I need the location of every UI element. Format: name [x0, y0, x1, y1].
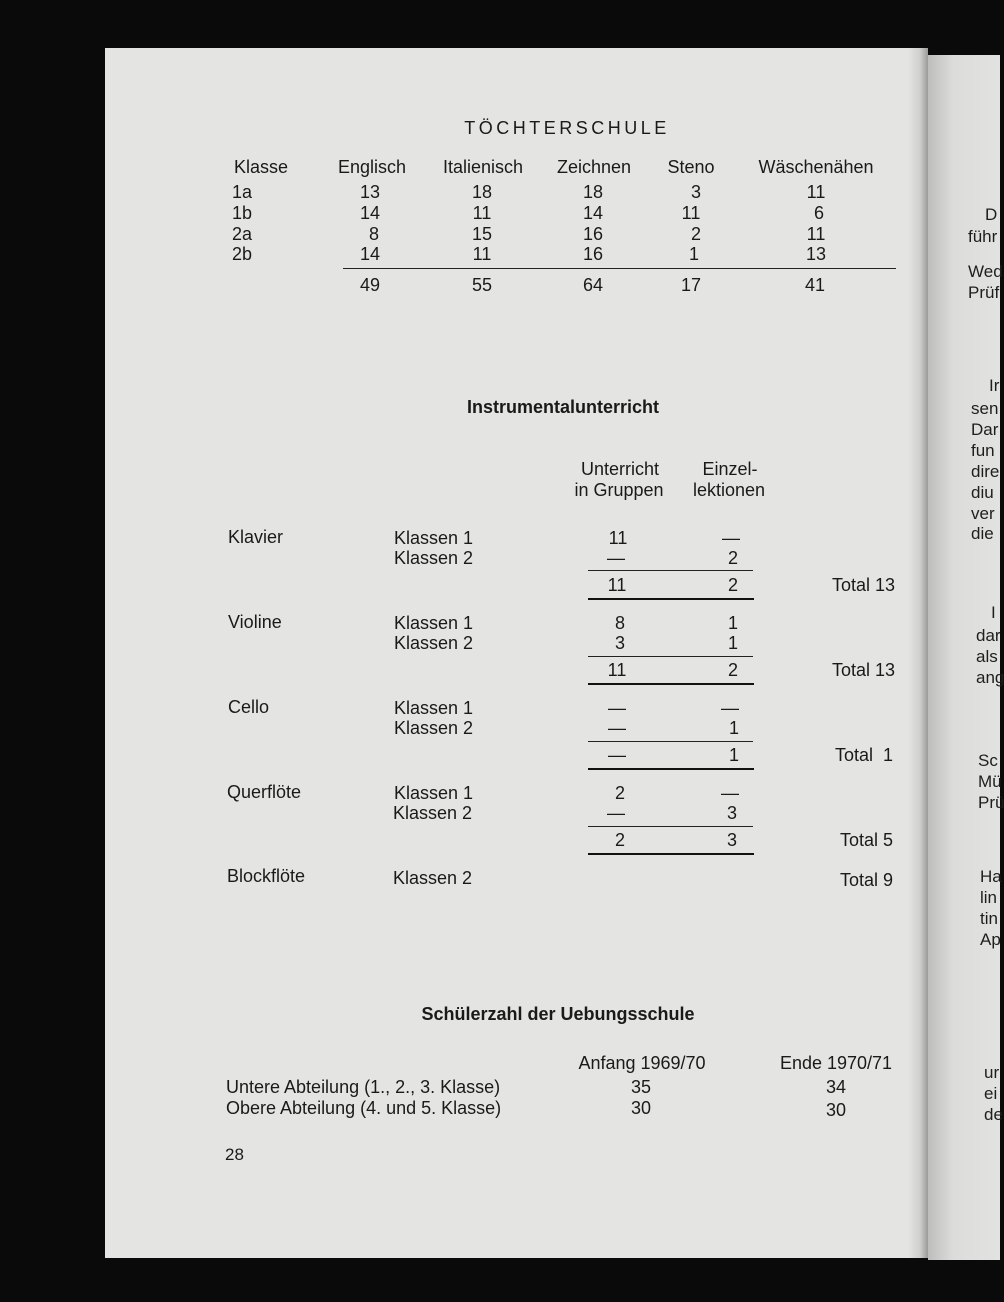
cell-englisch: 14	[359, 203, 381, 223]
cell-waeschenaehen: 11	[806, 182, 826, 202]
cell-gruppen: —	[607, 548, 625, 568]
cell-einzel: 1	[727, 633, 739, 653]
sum-gruppen: 11	[607, 575, 627, 595]
row-label: Klassen 2	[394, 718, 474, 738]
cell-englisch: 14	[359, 244, 381, 264]
total-steno: 17	[680, 275, 702, 295]
facing-fragment: diu	[971, 483, 994, 502]
sum-gruppen: 2	[614, 830, 626, 850]
facing-fragment: sen	[971, 399, 999, 418]
row-label: Untere Abteilung (1., 2., 3. Klasse)	[226, 1077, 501, 1097]
header-steno: Steno	[667, 157, 715, 177]
instrument-name: Klavier	[228, 527, 284, 547]
instrument-name: Blockflöte	[227, 866, 306, 886]
group-total: Total 13	[831, 575, 895, 595]
toechterschule-title: TÖCHTERSCHULE	[464, 118, 670, 138]
cell-zeichnen: 16	[582, 244, 604, 264]
cell-englisch: 13	[359, 182, 381, 202]
facing-fragment: Ir	[989, 376, 1000, 395]
facing-fragment: lin	[980, 888, 998, 907]
header-italienisch: Italienisch	[442, 157, 524, 177]
cell-gruppen: 11	[608, 528, 628, 548]
instrument-name: Cello	[228, 697, 270, 717]
row-label: Obere Abteilung (4. und 5. Klasse)	[226, 1098, 502, 1118]
instrument-name: Violine	[228, 612, 282, 632]
cell-klasse: 1a	[232, 182, 253, 202]
cell-steno: 2	[690, 224, 702, 244]
cell-klasse: 2a	[232, 224, 253, 244]
facing-fragment: führ	[968, 227, 998, 246]
cell-einzel: —	[721, 698, 739, 718]
cell-anfang: 35	[630, 1077, 652, 1097]
facing-fragment: die	[971, 524, 994, 543]
sum-rule	[588, 656, 753, 657]
cell-italienisch: 15	[471, 224, 493, 244]
cell-einzel: —	[722, 528, 740, 548]
facing-fragment: I	[991, 603, 996, 622]
facing-fragment: de	[984, 1105, 1003, 1124]
cell-ende: 34	[825, 1077, 847, 1097]
total-englisch: 49	[359, 275, 381, 295]
facing-fragment: tin	[980, 909, 998, 928]
instrument-name: Querflöte	[227, 782, 302, 802]
cell-gruppen: 2	[614, 783, 626, 803]
totals-rule	[343, 268, 896, 269]
sum-gruppen: 11	[607, 660, 627, 680]
facing-fragment: D	[985, 205, 998, 224]
facing-fragment: ei	[984, 1084, 998, 1103]
cell-gruppen: 3	[614, 633, 626, 653]
header-englisch: Englisch	[337, 157, 407, 177]
facing-fragment: Dar	[971, 420, 999, 439]
header-gruppen-line1: Unterricht	[580, 459, 660, 479]
header-anfang: Anfang 1969/70	[578, 1053, 706, 1073]
total-italienisch: 55	[471, 275, 493, 295]
facing-fragment: Prüf	[968, 283, 1000, 302]
cell-anfang: 30	[630, 1098, 652, 1118]
row-label: Klassen 2	[394, 548, 474, 568]
total-zeichnen: 64	[582, 275, 604, 295]
row-label: Klassen 2	[393, 868, 473, 888]
facing-fragment: ver	[971, 504, 995, 523]
header-klasse: Klasse	[234, 157, 289, 177]
cell-einzel: —	[721, 783, 739, 803]
header-ende: Ende 1970/71	[779, 1053, 893, 1073]
facing-fragment: dire	[971, 462, 1000, 481]
row-label: Klassen 1	[394, 528, 474, 548]
cell-waeschenaehen: 6	[813, 203, 825, 223]
cell-gruppen: 8	[614, 613, 626, 633]
cell-zeichnen: 16	[582, 224, 604, 244]
cell-waeschenaehen: 13	[805, 244, 827, 264]
cell-gruppen: —	[608, 718, 626, 738]
group-total: Total 13	[831, 660, 895, 680]
cell-italienisch: 11	[472, 244, 492, 264]
facing-fragment: ang	[976, 668, 1004, 687]
cell-italienisch: 18	[471, 182, 493, 202]
cell-englisch: 8	[368, 224, 380, 244]
group-total: Total 5	[839, 830, 893, 850]
cell-zeichnen: 18	[582, 182, 604, 202]
row-label: Klassen 2	[393, 803, 473, 823]
cell-klasse: 1b	[232, 203, 253, 223]
facing-page	[928, 55, 1004, 1260]
page-number: 28	[225, 1145, 244, 1164]
row-label: Klassen 2	[394, 633, 474, 653]
facing-fragment: fun	[971, 441, 995, 460]
facing-fragment: Mü	[978, 772, 1002, 791]
double-rule	[588, 683, 754, 685]
group-total: Total 1	[834, 745, 893, 765]
facing-fragment: dar	[976, 626, 1001, 645]
row-label: Klassen 1	[394, 698, 474, 718]
sum-rule	[588, 741, 753, 742]
facing-fragment: ur	[984, 1063, 1000, 1082]
cell-italienisch: 11	[472, 203, 492, 223]
cell-steno: 1	[688, 244, 700, 264]
total-waeschenaehen: 41	[804, 275, 826, 295]
sum-einzel: 2	[727, 575, 739, 595]
cell-ende: 30	[825, 1100, 847, 1120]
cell-steno: 3	[690, 182, 702, 202]
uebungsschule-title: Schülerzahl der Uebungsschule	[421, 1004, 695, 1024]
header-einzel-line1: Einzel-	[702, 459, 758, 479]
cell-gruppen: —	[608, 698, 626, 718]
sum-einzel: 3	[726, 830, 738, 850]
facing-fragment: Wed	[968, 262, 1003, 281]
cell-einzel: 2	[727, 548, 739, 568]
cell-steno: 11	[681, 203, 701, 223]
double-rule	[588, 768, 754, 770]
row-label: Klassen 1	[394, 783, 474, 803]
facing-fragment: Prü	[978, 793, 1004, 812]
facing-fragment: Ap	[980, 930, 1001, 949]
cell-gruppen: —	[607, 803, 625, 823]
sum-gruppen: —	[608, 745, 626, 765]
cell-klasse: 2b	[232, 244, 253, 264]
header-waeschenaehen: Wäschenähen	[758, 157, 874, 177]
facing-fragment: Ha	[980, 867, 1002, 886]
sum-rule	[588, 826, 753, 827]
cell-einzel: 1	[727, 613, 739, 633]
sum-einzel: 2	[727, 660, 739, 680]
book-gutter	[908, 48, 928, 1258]
group-total: Total 9	[839, 870, 893, 890]
cell-einzel: 3	[726, 803, 738, 823]
double-rule	[588, 853, 754, 855]
row-label: Klassen 1	[394, 613, 474, 633]
header-zeichnen: Zeichnen	[556, 157, 632, 177]
cell-waeschenaehen: 11	[806, 224, 826, 244]
double-rule	[588, 598, 754, 600]
instrumental-title: Instrumentalunterricht	[466, 397, 660, 417]
sum-rule	[588, 570, 753, 571]
header-gruppen-line2: in Gruppen	[574, 480, 664, 500]
header-einzel-line2: lektionen	[692, 480, 766, 500]
cell-zeichnen: 14	[582, 203, 604, 223]
sum-einzel: 1	[728, 745, 740, 765]
cell-einzel: 1	[728, 718, 740, 738]
facing-fragment: als	[976, 647, 998, 666]
facing-fragment: Sc	[978, 751, 998, 770]
